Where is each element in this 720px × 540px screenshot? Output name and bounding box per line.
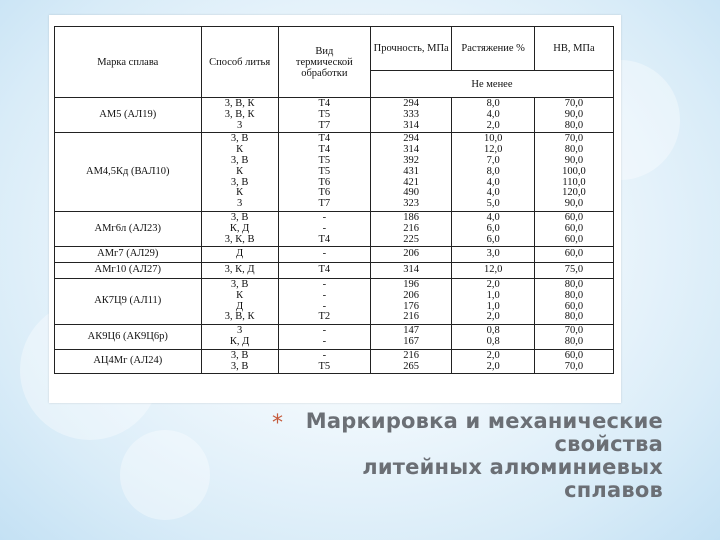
alloy-name: АК9Ц6 (АК9Ц6р) (55, 325, 202, 350)
cell-elong (452, 325, 535, 350)
cell-value: 490 (403, 187, 420, 199)
cell-treat (278, 278, 370, 324)
cell-value: 12,0 (483, 144, 503, 156)
cell-value: 314 (403, 119, 420, 131)
cell-elong (452, 349, 535, 374)
cell-cast (201, 325, 278, 350)
cell-value: Д (236, 248, 244, 260)
alloy-name: АК7Ц9 (АЛ11) (55, 278, 202, 324)
cell-value: 5,0 (486, 198, 500, 210)
cell-value: 0,8 (486, 335, 500, 347)
cell-value: Т5 (318, 154, 331, 166)
header-hardness: НВ, МПа (534, 27, 613, 71)
header-min: Не менее (370, 71, 613, 98)
cell-value: - (322, 289, 327, 301)
cell-value: 2,0 (486, 349, 500, 361)
background-bubble (120, 430, 210, 520)
cell-value: 314 (403, 144, 420, 156)
cell-value: - (322, 349, 327, 361)
cell-value: 6,0 (486, 233, 500, 245)
table-row (55, 133, 614, 212)
alloy-properties-table (54, 26, 614, 374)
cell-value: 3, В (230, 360, 249, 372)
cell-value: 10,0 (483, 133, 503, 145)
table-row (55, 278, 614, 324)
cell-value: 216 (403, 311, 420, 323)
cell-value: 120,0 (562, 187, 586, 199)
cell-value: Т5 (318, 360, 331, 372)
cell-value: 60,0 (564, 222, 584, 234)
cell-treat (278, 98, 370, 133)
cell-value: 70,0 (564, 133, 584, 145)
cell-value: 3, В (230, 133, 249, 145)
cell-treat (278, 247, 370, 263)
cell-value: 3 (237, 119, 243, 131)
bullet-star-icon: * (272, 411, 283, 436)
table-image (49, 15, 621, 403)
cell-value: 70,0 (564, 325, 584, 337)
cell-value: Т4 (318, 233, 331, 245)
alloy-name: АМг6л (АЛ23) (55, 211, 202, 246)
cell-value: 3, В, К (224, 98, 255, 109)
slide-title-line2: литейных алюминиевых сплавов (362, 455, 663, 502)
cell-strength (370, 247, 451, 263)
cell-hb (534, 349, 613, 374)
cell-value: 265 (403, 360, 420, 372)
cell-value: 431 (403, 165, 420, 177)
cell-value: 333 (403, 108, 420, 120)
cell-value: Т4 (318, 264, 331, 276)
cell-value: 0,8 (486, 325, 500, 337)
cell-hb (534, 278, 613, 324)
cell-value: Т5 (318, 108, 331, 120)
cell-value: 1,0 (486, 289, 500, 301)
cell-treat (278, 349, 370, 374)
cell-strength (370, 278, 451, 324)
cell-value: 323 (403, 198, 420, 210)
cell-value: 8,0 (486, 98, 500, 109)
header-casting: Способ литья (201, 27, 278, 98)
cell-value: Т7 (318, 119, 331, 131)
cell-value: - (322, 248, 327, 260)
cell-value: 3, В (230, 176, 249, 188)
cell-elong (452, 263, 535, 279)
cell-value: Т6 (318, 187, 331, 199)
table-row (55, 247, 614, 263)
cell-value: Д (236, 300, 244, 312)
cell-value: 60,0 (564, 233, 584, 245)
cell-value: 80,0 (564, 119, 584, 131)
cell-value: 60,0 (564, 211, 584, 223)
cell-value: К (236, 144, 244, 156)
cell-hb (534, 133, 613, 212)
cell-value: 80,0 (564, 278, 584, 290)
cell-value: 80,0 (564, 144, 584, 156)
cell-value: 4,0 (486, 211, 500, 223)
cell-strength (370, 133, 451, 212)
cell-value: 4,0 (486, 108, 500, 120)
cell-value: 70,0 (564, 98, 584, 109)
cell-elong (452, 98, 535, 133)
alloy-name: АМ4,5Кд (ВАЛ10) (55, 133, 202, 212)
cell-value: 3, В (230, 349, 249, 361)
cell-cast (201, 133, 278, 212)
cell-value: 147 (403, 325, 420, 337)
cell-value: 12,0 (483, 264, 503, 276)
cell-value: 3, К, В (224, 233, 255, 245)
cell-value: 294 (403, 98, 420, 109)
cell-value: 80,0 (564, 335, 584, 347)
alloy-name: АМ5 (АЛ19) (55, 98, 202, 133)
header-elongation: Растяжение % (452, 27, 535, 71)
cell-value: 90,0 (564, 108, 584, 120)
cell-value: 2,0 (486, 278, 500, 290)
cell-strength (370, 211, 451, 246)
cell-strength (370, 349, 451, 374)
cell-value: 167 (403, 335, 420, 347)
cell-value: Т4 (318, 144, 331, 156)
cell-value: 294 (403, 133, 420, 145)
slide-title (263, 410, 663, 502)
cell-value: Т4 (318, 133, 331, 145)
cell-value: 3, В (230, 211, 249, 223)
cell-value: - (322, 211, 327, 223)
cell-cast (201, 263, 278, 279)
cell-value: 70,0 (564, 360, 584, 372)
cell-value: 196 (403, 278, 420, 290)
cell-value: 60,0 (564, 248, 584, 260)
cell-value: - (322, 278, 327, 290)
cell-value: 2,0 (486, 311, 500, 323)
cell-value: 206 (403, 248, 420, 260)
cell-strength (370, 325, 451, 350)
cell-strength (370, 263, 451, 279)
cell-value: 3, В, К (224, 108, 255, 120)
cell-elong (452, 133, 535, 212)
cell-value: 186 (403, 211, 420, 223)
cell-value: К (236, 165, 244, 177)
cell-value: 100,0 (562, 165, 586, 177)
cell-value: 3, В (230, 278, 249, 290)
slide-title-line1: Маркировка и механические свойства (305, 409, 663, 456)
alloy-name: АЦ4Мг (АЛ24) (55, 349, 202, 374)
cell-value: 90,0 (564, 154, 584, 166)
cell-strength (370, 98, 451, 133)
cell-cast (201, 349, 278, 374)
cell-value: 4,0 (486, 187, 500, 199)
cell-value: 90,0 (564, 198, 584, 210)
cell-value: Т7 (318, 198, 331, 210)
cell-elong (452, 211, 535, 246)
cell-value: 176 (403, 300, 420, 312)
cell-value: 110,0 (562, 176, 586, 188)
cell-value: Т6 (318, 176, 331, 188)
cell-value: Т2 (318, 311, 331, 323)
cell-value: 2,0 (486, 360, 500, 372)
cell-value: 7,0 (486, 154, 500, 166)
cell-value: 392 (403, 154, 420, 166)
table-row (55, 98, 614, 133)
cell-cast (201, 278, 278, 324)
table-row (55, 349, 614, 374)
cell-hb (534, 325, 613, 350)
cell-hb (534, 247, 613, 263)
cell-value: 3, В, К (224, 311, 255, 323)
cell-value: 216 (403, 349, 420, 361)
alloy-name: АМг7 (АЛ29) (55, 247, 202, 263)
cell-value: 3, В (230, 154, 249, 166)
cell-value: 225 (403, 233, 420, 245)
cell-treat (278, 325, 370, 350)
cell-value: 80,0 (564, 289, 584, 301)
cell-value: - (322, 335, 327, 347)
alloy-name: АМг10 (АЛ27) (55, 263, 202, 279)
cell-value: - (322, 300, 327, 312)
cell-value: 60,0 (564, 349, 584, 361)
cell-value: 314 (403, 264, 420, 276)
cell-value: 80,0 (564, 311, 584, 323)
table-row (55, 325, 614, 350)
header-alloy: Марка сплава (55, 27, 202, 98)
cell-value: 75,0 (564, 264, 584, 276)
cell-value: 216 (403, 222, 420, 234)
cell-value: 3 (237, 325, 243, 337)
cell-treat (278, 263, 370, 279)
cell-cast (201, 211, 278, 246)
cell-value: К, Д (229, 222, 250, 234)
cell-value: 60,0 (564, 300, 584, 312)
cell-hb (534, 211, 613, 246)
cell-value: К (236, 187, 244, 199)
cell-hb (534, 98, 613, 133)
cell-value: - (322, 325, 327, 337)
cell-value: 206 (403, 289, 420, 301)
cell-treat (278, 211, 370, 246)
cell-elong (452, 278, 535, 324)
cell-value: К, Д (229, 335, 250, 347)
cell-hb (534, 263, 613, 279)
cell-value: 3,0 (486, 248, 500, 260)
cell-value: 421 (403, 176, 420, 188)
cell-value: К (236, 289, 244, 301)
cell-elong (452, 247, 535, 263)
table-row (55, 211, 614, 246)
cell-value: 6,0 (486, 222, 500, 234)
cell-value: 8,0 (486, 165, 500, 177)
cell-value: 3 (237, 198, 243, 210)
cell-value: 4,0 (486, 176, 500, 188)
cell-value: Т4 (318, 98, 331, 109)
cell-value: Т5 (318, 165, 331, 177)
cell-treat (278, 133, 370, 212)
cell-value: 3, К, Д (224, 264, 255, 276)
header-treatment: Вид термической обработки (278, 27, 370, 98)
cell-cast (201, 247, 278, 263)
cell-cast (201, 98, 278, 133)
cell-value: - (322, 222, 327, 234)
cell-value: 1,0 (486, 300, 500, 312)
header-strength: Прочность, МПа (370, 27, 451, 71)
table-row (55, 263, 614, 279)
cell-value: 2,0 (486, 119, 500, 131)
